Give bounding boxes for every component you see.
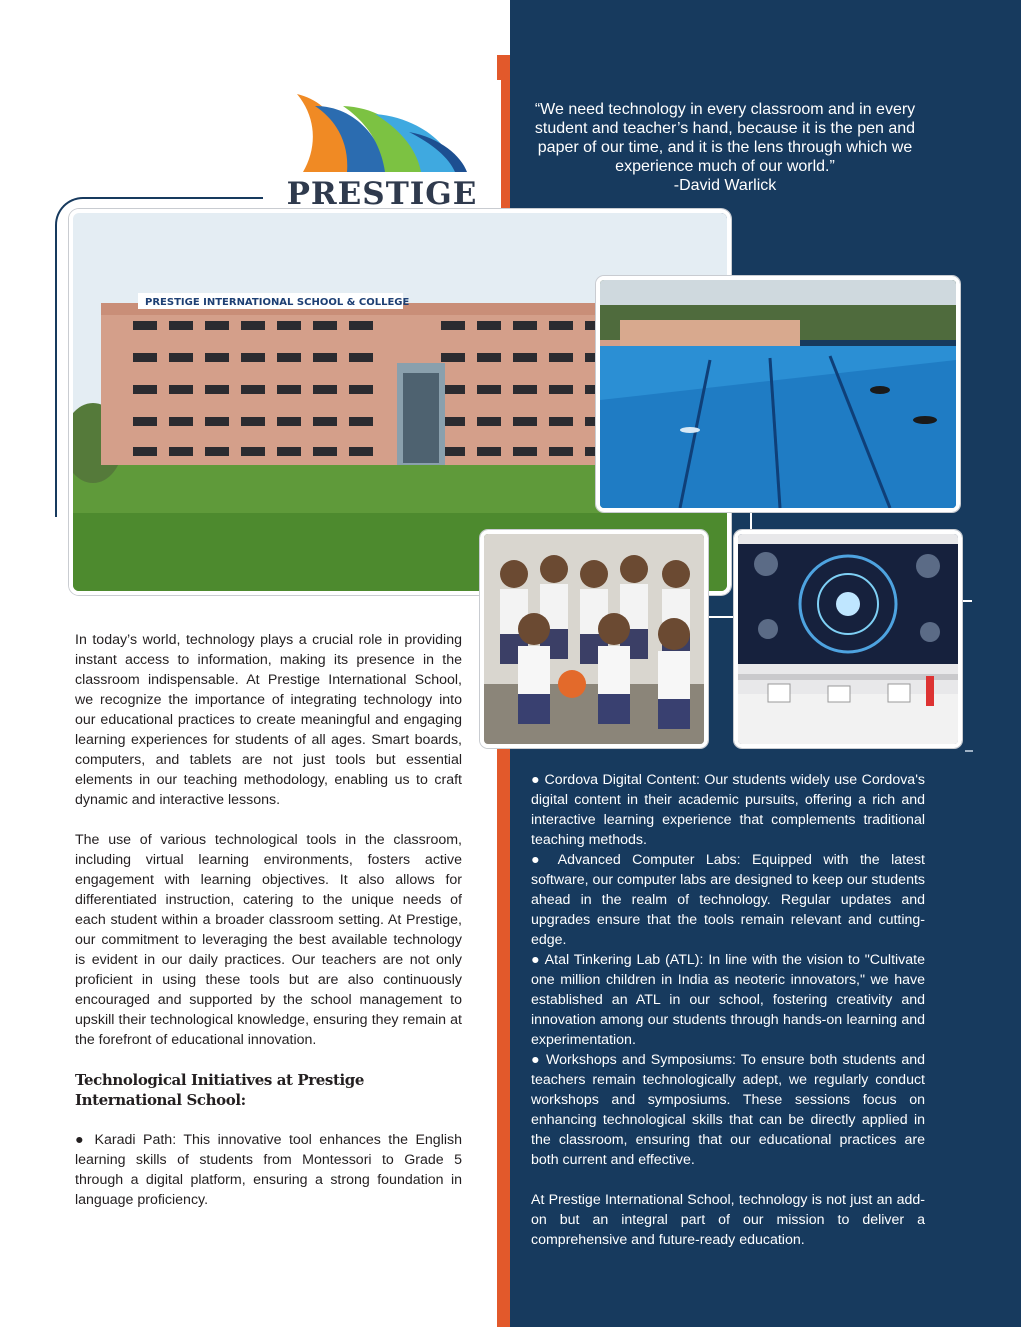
intro-paragraph: In today’s world, technology plays a crucial role in providing instant access to information, making its presence in the classroom indispensable. At Prestige International School, we recognize the importance of integrating technology into our educational practices to create meaningful and engaging learning experiences for students of all ages. Smart boards, computers, and tablets are not just tools but essential elements in our teaching methodology, enabling us to craft dynamic and interactive lessons. (75, 632, 462, 808)
right-text-column (531, 770, 925, 1250)
students-photo (480, 530, 708, 748)
connector-line (708, 616, 734, 618)
connector-line (965, 750, 973, 752)
bullet-atl: ● Atal Tinkering Lab (ATL): In line with the vision to "Cultivate one million children in India as neoteric innovators," we have established an ATL in our school, fostering creativity and innovation among our students through hands-on learning and experimentation. (531, 952, 925, 1048)
tinkering-lab-photo (734, 530, 962, 748)
stripe-notch (497, 0, 510, 55)
initiatives-heading: Technological Initiatives at Prestige International School: (75, 1071, 365, 1109)
left-text-column (75, 630, 462, 1230)
building-sign: PRESTIGE INTERNATIONAL SCHOOL & COLLEGE (145, 297, 410, 308)
bullet-workshops: ● Workshops and Symposiums: To ensure both students and teachers remain technologically adept, we regularly conduct workshops and symposiums. These sessions focus on enhancing technological skills that can be directly applied in the classroom, ensuring that our educational practices are both current and effective. (531, 1052, 925, 1168)
connector-line (962, 600, 972, 602)
bullet-karadi-path: ● Karadi Path: This innovative tool enhances the English learning skills of students from Montessori to Grade 5 through a digital platform, ensuring a strong foundation in language proficiency. (75, 1132, 462, 1208)
sail-logo-icon (291, 88, 473, 178)
bullet-cordova: ● Cordova Digital Content: Our students widely use Cordova's digital content in their academic pursuits, offering a rich and interactive learning experience that complements traditional teaching methods. (531, 772, 925, 848)
quote-block (516, 100, 934, 195)
logo-name: PRESTIGE (286, 176, 478, 212)
quote-author: -David Warlick (673, 177, 777, 194)
bullet-computer-labs: ● Advanced Computer Labs: Equipped with the latest software, our computer labs are designed to keep our students ahead in the realm of technology. Regular updates and upgrades ensure that the tools remain relevant and cutting-edge. (531, 852, 925, 948)
quote-text: “We need technology in every classroom and in every student and teacher’s hand, because it is the pen and paper of our time, and it is the lens through which we experience much of our world.” (534, 101, 916, 175)
closing-paragraph: At Prestige International School, technology is not just an add-on but an integral part of our mission to deliver a comprehensive and future-ready education. (531, 1192, 925, 1248)
tools-paragraph: The use of various technological tools in the classroom, including virtual learning environments, fosters active engagement with learning objectives. It also allows for differentiated instruction, catering to the unique needs of each student within a broader classroom setting. At Prestige, our commitment to leveraging the best available technology is evident in our daily practices. Our teachers are not only proficient in using these tools but are also continuously encouraged and supported by the school management to upskill their technological knowledge, ensuring they remain at the forefront of educational innovation. (75, 832, 462, 1048)
connector-line (750, 512, 752, 530)
swimming-pool-photo (596, 276, 960, 512)
